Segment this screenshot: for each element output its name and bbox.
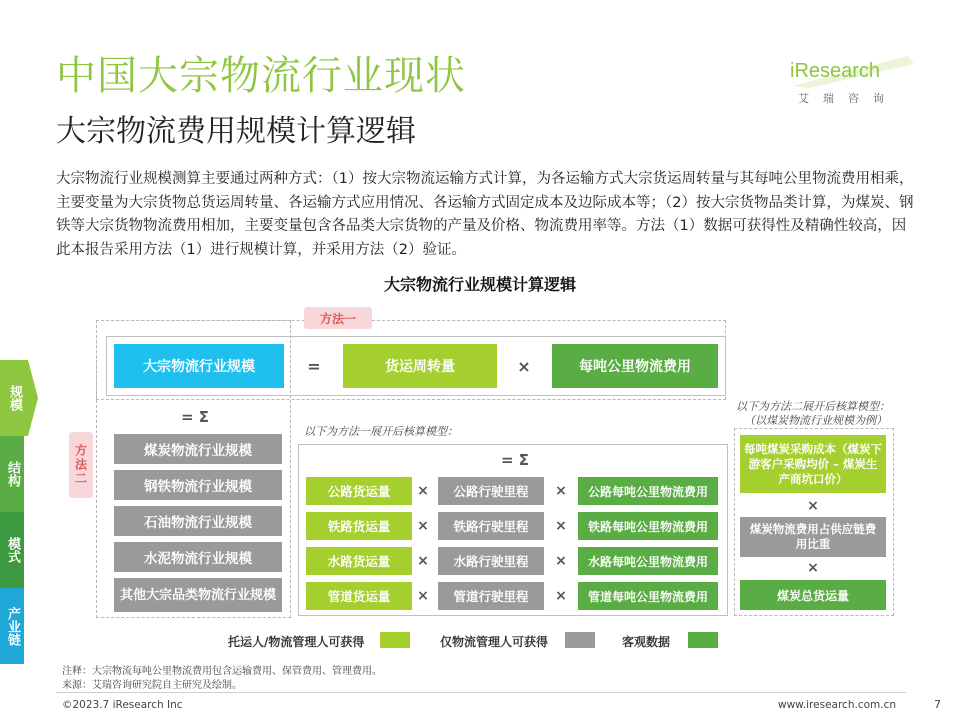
other-scale-box: 其他大宗品类物流行业规模 — [114, 578, 282, 612]
method1-expanded-note: 以下为方法一展开后核算模型： — [304, 425, 458, 438]
side-tab-structure[interactable] — [0, 436, 24, 512]
legend-swatch-manager — [565, 632, 595, 648]
method1-row-3-times-1-sign: × — [417, 553, 429, 569]
method2-expanded-note-sub: （以煤炭物流行业规模为例） — [744, 414, 887, 427]
logo-chinese: 艾瑞咨询 — [798, 92, 898, 105]
side-tab-scale-label: 规模 — [7, 385, 22, 411]
page-title: 中国大宗物流行业现状 — [56, 53, 466, 99]
legend-label-shipper: 托运人/物流管理人可获得 — [228, 635, 365, 649]
method1-row-2-volume-box: 铁路货运量 — [306, 512, 412, 540]
side-tab-arrow-icon — [28, 360, 40, 436]
method1-row-4-volume-box: 管道货运量 — [306, 582, 412, 610]
footnote-source: 来源：艾瑞咨询研究院自主研究及绘制。 — [62, 680, 242, 691]
page-number: 7 — [934, 698, 941, 711]
legend-swatch-shipper — [380, 632, 410, 648]
method1-sum-sign: = Σ — [500, 451, 530, 469]
method1-row-2-times-1-sign: × — [417, 518, 429, 534]
coal-times-sign-2: × — [807, 560, 819, 576]
coal-scale-box: 煤炭物流行业规模 — [114, 434, 282, 464]
times-sign: × — [517, 356, 531, 376]
side-tab-model[interactable] — [0, 512, 24, 588]
method1-row-3-mileage-box: 水路行驶里程 — [438, 547, 544, 575]
method2-tag: 方法二 — [69, 432, 93, 498]
method1-row-1-volume-box: 公路货运量 — [306, 477, 412, 505]
logo-text: iResearch — [790, 60, 881, 82]
legend-swatch-objective — [688, 632, 718, 648]
legend-label-manager: 仅物流管理人可获得 — [440, 635, 549, 649]
method1-tag: 方法一 — [304, 307, 372, 329]
coal-purchase-cost-box: 每吨煤炭采购成本（煤炭下游客户采购均价 – 煤炭生产商坑口价） — [740, 435, 886, 493]
coal-total-volume-box: 煤炭总货运量 — [740, 580, 886, 610]
iresearch-logo — [790, 50, 920, 110]
method1-row-2-cost-box: 铁路每吨公里物流费用 — [578, 512, 718, 540]
footer-url[interactable]: www.iresearch.com.cn — [778, 699, 897, 711]
cement-scale-box: 水泥物流行业规模 — [114, 542, 282, 572]
side-tab-chain-label: 产业链 — [5, 606, 20, 646]
side-tab-model-label: 模式 — [5, 537, 20, 563]
turnover-box: 货运周转量 — [343, 344, 497, 388]
method1-row-1-times-1-sign: × — [417, 483, 429, 499]
method1-row-3-volume-box: 水路货运量 — [306, 547, 412, 575]
method2-expanded-note: 以下为方法二展开后核算模型： — [736, 400, 890, 413]
method1-row-1-cost-box: 公路每吨公里物流费用 — [578, 477, 718, 505]
method1-row-2-times-2-sign: × — [555, 518, 567, 534]
equals-sign: = — [307, 356, 321, 376]
method1-row-1-times-2-sign: × — [555, 483, 567, 499]
page-subtitle: 大宗物流费用规模计算逻辑 — [56, 114, 416, 149]
steel-scale-box: 钢铁物流行业规模 — [114, 470, 282, 500]
method2-sum-sign: = Σ — [180, 408, 210, 426]
cost-per-ton-km-box: 每吨公里物流费用 — [552, 344, 718, 388]
method1-row-4-times-2-sign: × — [555, 588, 567, 604]
intro-paragraph: 大宗物流行业规模测算主要通过两种方式：（1）按大宗物流运输方式计算，为各运输方式大宗货运周转量与其每吨公里物流费用相乘，主要变量为大宗货物总货运周转量、各运输方式应用情况、各运输方式固定成本及边际成本等；（2）按大宗货物品类计算，为煤炭、钢铁等大宗货物物流费用相加，主要变量包含各品类大宗货物的产量及价格、物流费用率等。方法（1）数据可获得性及精确性较高，因此本报告采用方法（1）进行规模计算，并采用方法（2）验证。 — [56, 171, 914, 258]
method1-row-3-times-2-sign: × — [555, 553, 567, 569]
diagram-title: 大宗物流行业规模计算逻辑 — [383, 275, 576, 294]
method1-row-4-times-1-sign: × — [417, 588, 429, 604]
coal-share-box: 煤炭物流费用占供应链费用比重 — [740, 517, 886, 557]
side-tab-chain[interactable] — [0, 588, 24, 664]
footer-divider — [56, 692, 906, 693]
method1-row-4-mileage-box: 管道行驶里程 — [438, 582, 544, 610]
method1-row-4-cost-box: 管道每吨公里物流费用 — [578, 582, 718, 610]
legend-label-objective: 客观数据 — [622, 635, 671, 649]
footnote-note: 注释：大宗物流每吨公里物流费用包含运输费用、保管费用、管理费用。 — [62, 666, 382, 677]
footer-copyright: ©2023.7 iResearch Inc — [62, 699, 183, 711]
oil-scale-box: 石油物流行业规模 — [114, 506, 282, 536]
side-tab-structure-label: 结构 — [5, 461, 20, 487]
method1-row-2-mileage-box: 铁路行驶里程 — [438, 512, 544, 540]
method1-row-3-cost-box: 水路每吨公里物流费用 — [578, 547, 718, 575]
coal-times-sign-1: × — [807, 498, 819, 514]
industry-scale-box: 大宗物流行业规模 — [114, 344, 284, 388]
method1-row-1-mileage-box: 公路行驶里程 — [438, 477, 544, 505]
side-tab-scale[interactable] — [0, 360, 28, 436]
